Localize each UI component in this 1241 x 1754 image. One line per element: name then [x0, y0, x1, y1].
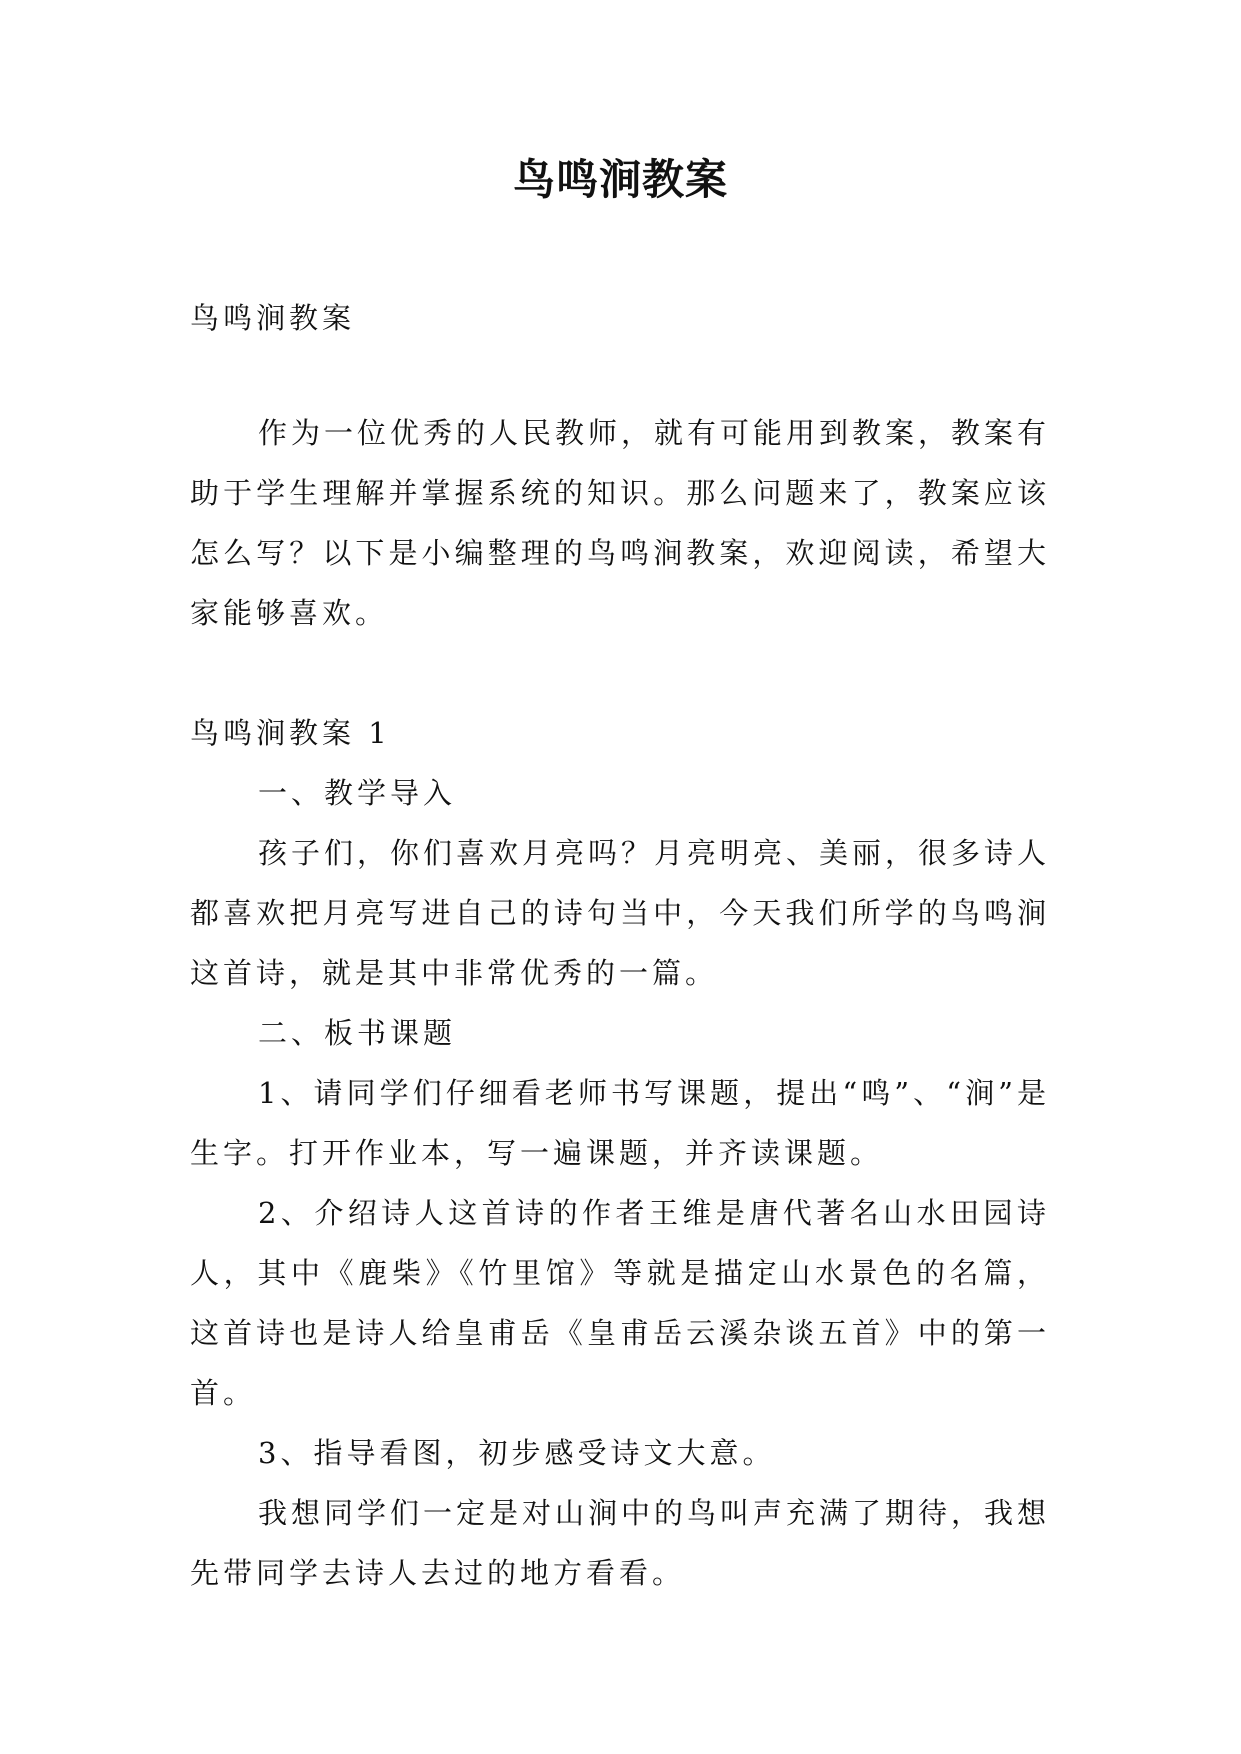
section-heading-board-title: 二、板书课题 — [258, 1016, 457, 1050]
document-body — [190, 288, 1050, 1603]
intro-paragraph: 作为一位优秀的人民教师，就有可能用到教案，教案有助于学生理解并掌握系统的知识。那么问题来了，教案应该怎么写？以下是小编整理的鸟鸣涧教案，欢迎阅读，希望大家能够喜欢。 — [190, 416, 1051, 630]
body-paragraph: 3、指导看图，初步感受诗文大意。 — [258, 1436, 776, 1470]
body-paragraph: 2、介绍诗人这首诗的作者王维是唐代著名山水田园诗人，其中《鹿柴》《竹里馆》等就是描定山水景色的名篇，这首诗也是诗人给皇甫岳《皇甫岳云溪杂谈五首》中的第一首。 — [190, 1196, 1050, 1410]
section-title: 鸟鸣涧教案 1 — [190, 716, 391, 750]
body-paragraph: 1、请同学们仔细看老师书写课题，提出“鸣”、“涧”是生字。打开作业本，写一遍课题，并齐读课题。 — [190, 1076, 1050, 1170]
document-subtitle: 鸟鸣涧教案 — [190, 301, 356, 335]
document-title: 鸟鸣涧教案 — [512, 155, 728, 204]
body-paragraph: 我想同学们一定是对山涧中的鸟叫声充满了期待，我想先带同学去诗人去过的地方看看。 — [190, 1496, 1051, 1590]
section-heading-teaching-intro: 一、教学导入 — [258, 776, 457, 810]
body-paragraph: 孩子们，你们喜欢月亮吗？月亮明亮、美丽，很多诗人都喜欢把月亮写进自己的诗句当中，今天我们所学的鸟鸣涧这首诗，就是其中非常优秀的一篇。 — [190, 836, 1051, 990]
